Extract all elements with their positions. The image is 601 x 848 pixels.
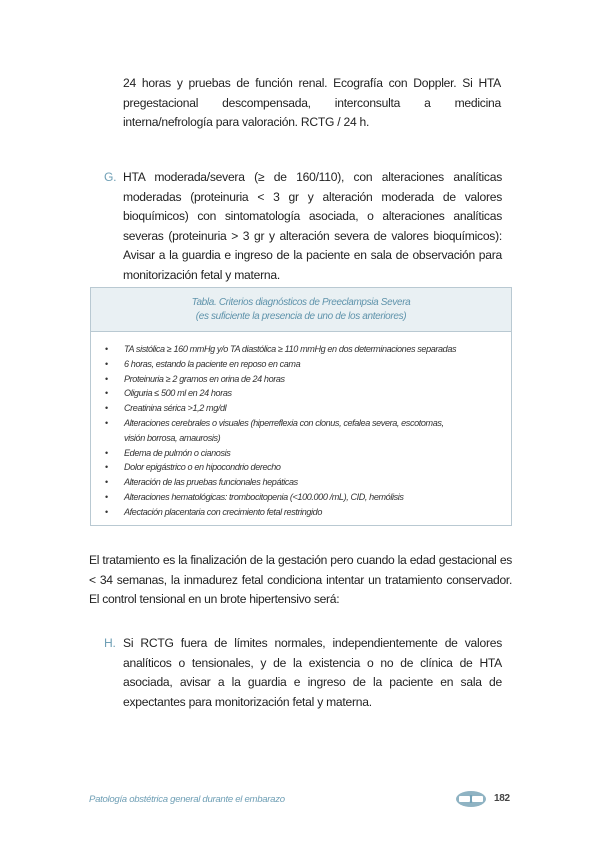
criteria-item: visión borrosa, amaurosis) <box>124 432 221 443</box>
bullet: • <box>105 344 108 354</box>
criteria-item: • Alteraciones cerebrales o visuales (hiperreflexia con clonus, cefalea severa, escotomas, <box>103 416 511 431</box>
criteria-item: • Alteraciones hematológicas: trombocitopenia (<100.000 /mL), CID, hemólisis <box>103 490 511 505</box>
paragraph-treatment: El tratamiento es la finalización de la gestación pero cuando la edad gestacional es < 34 semanas, la inmadurez fetal condiciona intentar un tratamiento conservador. El control tensional en un brote hipertensivo será: <box>89 553 512 606</box>
criteria-item: • Creatinina sérica >1,2 mg/dl <box>103 401 511 416</box>
criteria-item: • 6 horas, estando la paciente en reposo en cama <box>103 357 511 372</box>
criteria-item: • Oliguria ≤ 500 ml en 24 horas <box>103 386 511 401</box>
criteria-item: • Proteinuria ≥ 2 gramos en orina de 24 horas <box>103 372 511 387</box>
book-logo-icon <box>455 789 487 809</box>
criteria-item: • Edema de pulmón o cianosis <box>103 446 511 461</box>
table-header <box>91 288 511 332</box>
item-g-text: HTA moderada/severa (≥ de 160/110), con alteraciones analíticas moderadas (proteinuria < 3 gr y alteración moderada de valores bioquímicos) con sintomatología asociada, o alteraciones analíticas severas (proteinuria > 3 gr y alteración severa de valores bioquímicos): Avisar a la guardia e ingreso de la paciente en sala de observación para monitorización fetal y materna. <box>123 170 502 282</box>
criteria-item: • TA sistólica ≥ 160 mmHg y/o TA diastólica ≥ 110 mmHg en dos determinaciones separadas <box>103 342 511 357</box>
bullet: • <box>105 462 108 473</box>
table-subtitle: (es suficiente la presencia de uno de los anteriores) <box>195 310 407 322</box>
bullet: • <box>105 417 108 428</box>
paragraph-top: 24 horas y pruebas de función renal. Ecografía con Doppler. Si HTA pregestacional descompensada, interconsulta a medicina interna/nefrología para valoración. RCTG / 24 h. <box>123 76 501 129</box>
criteria-item: • Alteración de las pruebas funcionales hepáticas <box>103 475 511 490</box>
bullet: • <box>105 477 108 488</box>
bullet: • <box>105 506 108 517</box>
item-h-marker: H. <box>104 636 116 650</box>
list-item-h <box>104 634 502 712</box>
bullet: • <box>105 373 108 384</box>
bullet: • <box>105 358 108 369</box>
criteria-item: • Afectación placentaria con crecimiento fetal restringido <box>103 505 511 520</box>
page-number: 182 <box>494 793 510 804</box>
bullet: • <box>105 403 108 414</box>
list-item-g <box>104 168 502 285</box>
item-g-marker: G. <box>104 170 117 184</box>
item-h-text: Si RCTG fuera de límites normales, independientemente de valores analíticos o tensionales, y de la existencia o no de clínica de HTA asociada, avisar a la guardia e ingreso de la paciente en sala de expectantes para monitorización fetal y materna. <box>123 636 502 709</box>
table-title: Tabla. Criterios diagnósticos de Preeclampsia Severa <box>191 297 411 308</box>
bullet: • <box>105 447 108 458</box>
criteria-list <box>91 332 511 520</box>
criteria-item: • Dolor epigástrico o en hipocondrio derecho <box>103 460 511 475</box>
bullet: • <box>105 388 108 399</box>
criteria-table <box>90 287 512 526</box>
footer-chapter-title: Patología obstétrica general durante el embarazo <box>89 794 285 805</box>
bullet: • <box>105 491 108 502</box>
